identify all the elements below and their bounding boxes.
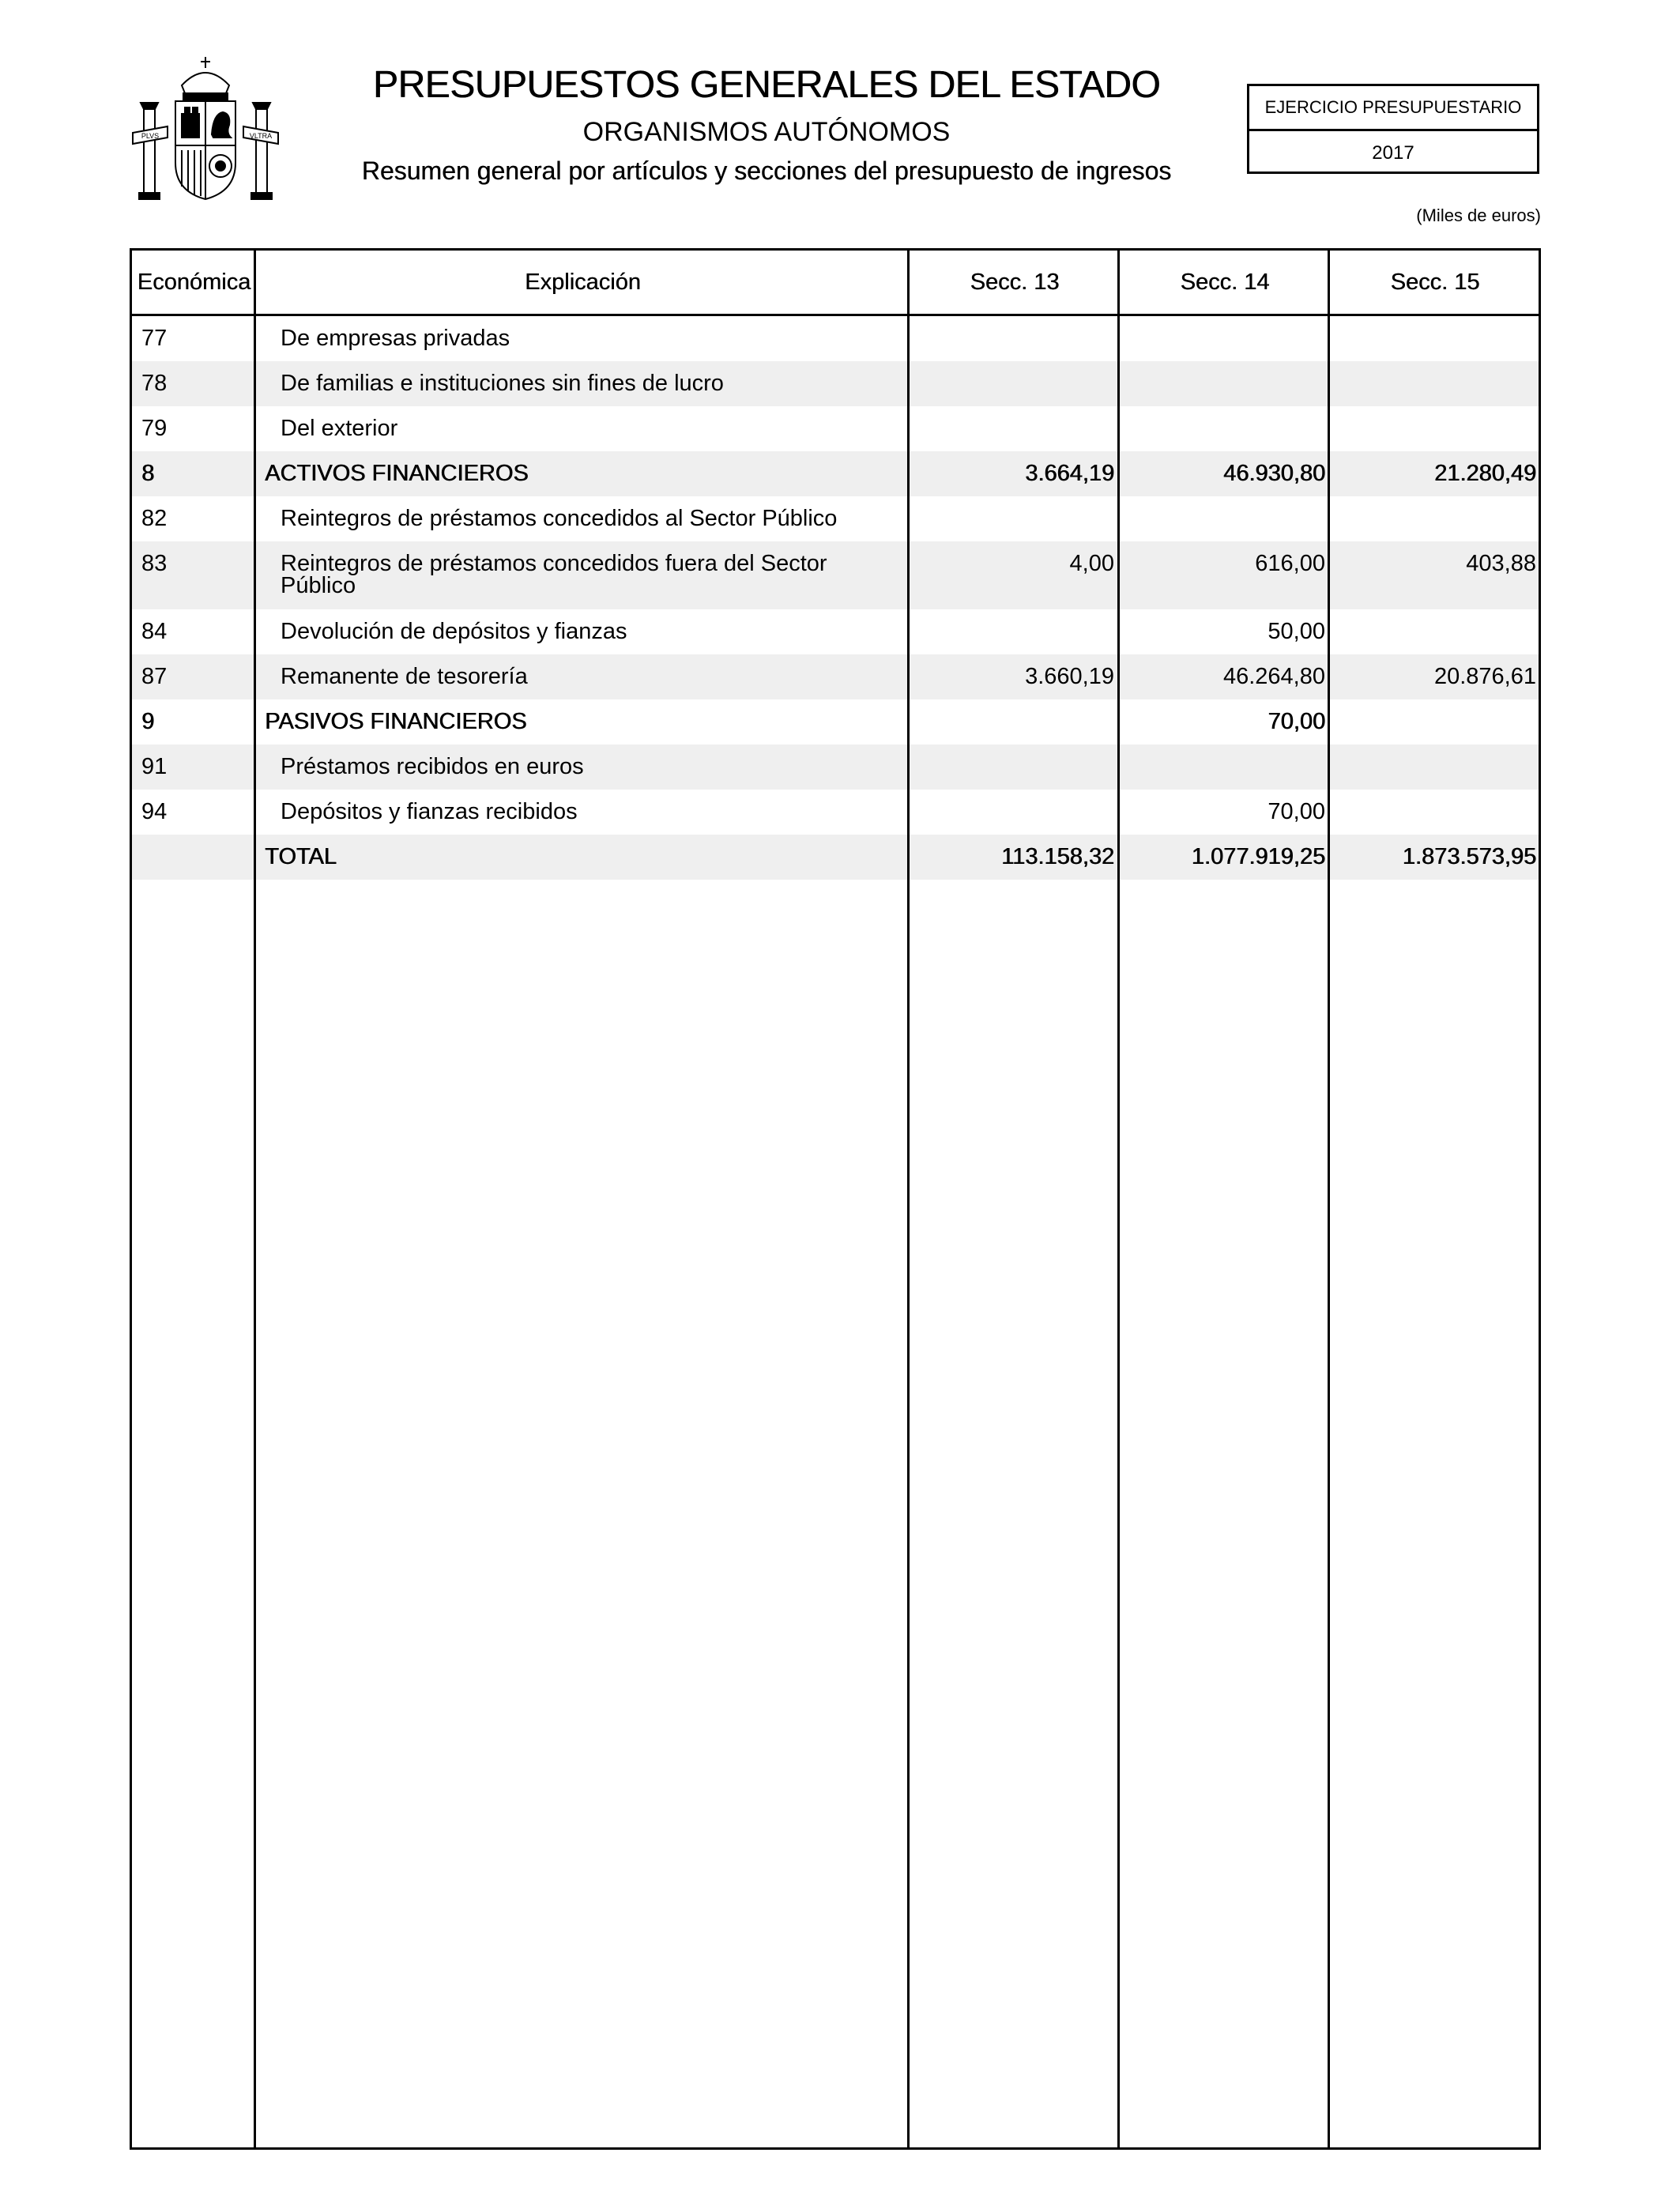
row-code: 83: [141, 551, 168, 576]
row-code: 91: [141, 754, 168, 779]
row-secc14: 50,00: [1268, 619, 1325, 644]
row-secc13: 3.664,19: [1025, 461, 1114, 486]
page-subtitle: ORGANISMOS AUTÓNOMOS: [582, 117, 951, 147]
row-explicacion: Remanente de tesorería: [281, 664, 528, 689]
row-code: 84: [141, 619, 168, 644]
column-divider: [907, 251, 910, 2147]
row-secc15: 21.280,49: [1433, 461, 1536, 486]
row-explicacion: Reintegros de préstamos concedidos al Sector Público: [281, 506, 838, 531]
column-divider: [1328, 251, 1330, 2147]
motto-right: VLTRA: [249, 132, 273, 140]
row-explicacion: Depósitos y fianzas recibidos: [281, 799, 578, 824]
row-secc14: 616,00: [1255, 551, 1325, 576]
row-code: 8: [141, 461, 155, 486]
row-secc13: 4,00: [1069, 551, 1114, 576]
ejercicio-value: 2017: [1372, 142, 1414, 164]
units-note: (Miles de euros): [1416, 205, 1541, 225]
row-explicacion: PASIVOS FINANCIEROS: [265, 709, 527, 734]
row-code: 78: [141, 371, 168, 396]
header-economica: Económica: [137, 270, 251, 295]
header-secc14: Secc. 14: [1180, 270, 1270, 295]
header-explicacion: Explicación: [525, 270, 641, 295]
column-divider: [254, 251, 256, 2147]
row-explicacion: De empresas privadas: [281, 326, 510, 351]
page-title: PRESUPUESTOS GENERALES DEL ESTADO: [372, 64, 1161, 106]
row-secc14: 70,00: [1268, 799, 1325, 824]
motto-left: PLVS: [141, 132, 160, 140]
row-secc14: 46.264,80: [1222, 664, 1325, 689]
header-secc15: Secc. 15: [1390, 270, 1480, 295]
row-secc15: 403,88: [1466, 551, 1536, 576]
ejercicio-label: EJERCICIO PRESUPUESTARIO: [1249, 86, 1537, 131]
coat-of-arms-emblem: [126, 52, 284, 210]
row-code: 94: [141, 799, 168, 824]
row-secc13: 3.660,19: [1025, 664, 1114, 689]
total-secc13: 113.158,32: [1001, 844, 1114, 869]
header-secc13: Secc. 13: [970, 270, 1060, 295]
row-code: 77: [141, 326, 168, 351]
row-secc14: 70,00: [1268, 709, 1325, 734]
column-divider: [1117, 251, 1120, 2147]
row-explicacion: Préstamos recibidos en euros: [281, 754, 584, 779]
budget-table: [130, 248, 1541, 2150]
row-explicacion: Reintegros de préstamos concedidos fuera del Sector Público: [281, 551, 827, 598]
total-label: TOTAL: [265, 844, 337, 869]
row-code: 82: [141, 506, 168, 531]
row-explicacion: Del exterior: [281, 416, 398, 441]
row-explicacion: ACTIVOS FINANCIEROS: [265, 461, 529, 486]
page-description: Resumen general por artículos y secciones del presupuesto de ingresos: [361, 156, 1172, 185]
row-code: 79: [141, 416, 168, 441]
row-explicacion: De familias e instituciones sin fines de lucro: [281, 371, 724, 396]
row-secc14: 46.930,80: [1222, 461, 1325, 486]
total-secc14: 1.077.919,25: [1191, 844, 1325, 869]
row-secc15: 20.876,61: [1433, 664, 1536, 689]
row-code: 87: [141, 664, 168, 689]
row-code: 9: [141, 709, 155, 734]
total-secc15: 1.873.573,95: [1402, 844, 1536, 869]
row-explicacion: Devolución de depósitos y fianzas: [281, 619, 627, 644]
ejercicio-box: [1247, 84, 1539, 174]
